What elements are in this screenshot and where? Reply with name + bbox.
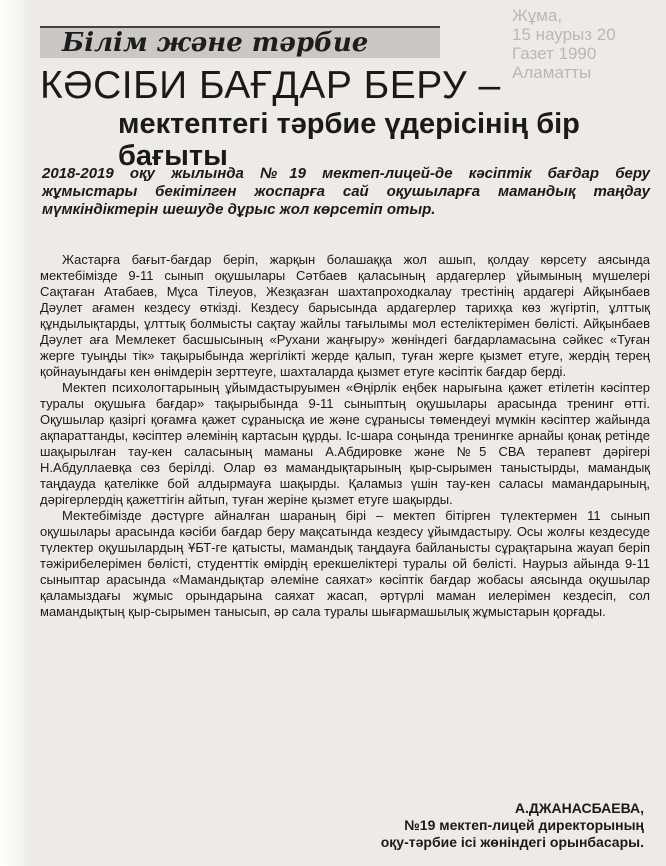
article-lead: 2018-2019 оқу жылында №19 мектеп-лицей-де кәсіптік бағдар беру жұмыстары бекітілген жоспарға сай оқушыларға мамандық таңдау мүмкіндіктерін шешуде дұрыс жол көрсетіп отыр. xyxy=(42,165,650,218)
author-position-line-2: оқу-тәрбие ісі жөніндегі орынбасары. xyxy=(380,834,644,850)
section-rubric xyxy=(40,26,440,58)
paragraph: Жастарға бағыт-бағдар беріп, жарқын болашаққа жол ашып, қолдау көрсету аясында мектебімізде 9-11 сынып оқушылары Сәтбаев қаласының ардагерлер ұйымының мүшелері Сақтаған Атабаев, Мұса Тілеуов, Жезқазған шахтапроходкалау трестінің ардагері Айқынбаев Дәулет ағамен кездесу өткізді. Кездесу барысында ардагерлер тарихқа көз жүгіртіп, ұлттық құндылықтарды, ұлттық болмысты сақтау жайлы тағылымы мол естеліктерімен бөлісті. Айқынбаев Дәулет аға Мемлекет басшысының «Рухани жаңғыру» жөніндегі бағдарламасына сәйкес «Туған жерге туыңды тік» тақырыбында жергілікті жерде қалып, туған жерге қызмет етуге, жердің терең қойнауындағы кен өнімдерін зерттеуге, шахталарда қызмет етуге кәсіптік бағдар берді. xyxy=(40,252,650,379)
rubric-label: Білім және тәрбие xyxy=(62,28,369,58)
article-body xyxy=(40,252,650,620)
paragraph: Мектебімізде дәстүрге айналған шараның бірі – мектеп бітірген түлектермен 11 сынып оқушылары арасында кәсіби бағдар беру мақсатында кездесу ұйымдастыру. Осы жолғы кездесуде түлектер оқушылардың ҰБТ-ге қатысты, мамандық таңдауға байланысты сұрақтарына жауап беріп тәжірибелерімен бөлісті, студенттік өмірдің ерекшеліктері туралы ой бөлісті. Наурыз айында 9-11 сыныптар арасында «Мамандықтар әлеміне саяхат» кәсіптік бағдар жобасы аясында оқушылар қаламыздағы жұмыс орындарына саяхат жасап, әртүрлі маман иелерімен кездесіп, сол мамандықтың қыр-сырымен танысып, әр сала туралы шығармашылық жұмыстарын қорғады. xyxy=(40,508,650,619)
author-signature xyxy=(381,800,644,851)
article-headline: КӘСІБИ БАҒДАР БЕРУ – xyxy=(40,64,501,107)
article-subheadline: мектептегі тәрбие үдерісінің бір бағыты xyxy=(118,108,580,172)
paragraph: Мектеп психологтарының ұйымдастыруымен «Өңірлік еңбек нарығына қажет етілетін кәсіптер туралы оқушыға бағдар» тақырыбында 9-11 сыныптың оқушылары арасында тренинг өтті. Оқушылар қазіргі қоғамға қажет сұранысқа ие және сұранысы төмендеуі мүмкін кәсіптер жайында ақпараттанды, кәсіптер әлемінің картасын құрды. Іс-шара соңында тренингке арнайы қонақ ретінде шақырылған тау-кен саласының маманы А.Абдировке және №5 СВА терапевт дәрігері Н.Абдуллаевқа сөз берілді. Олар өз мамандықтарының қыр-сырымен таныстырды, мамандық таңдауда қателікке бой алдырмауға шақырды. Қаламыз үшін тау-кен саласы мамандарының, дәрігерлердің қажеттігін айтып, туған жеріне қызмет етуге шақырды. xyxy=(40,380,650,507)
author-position-line-1: №19 мектеп-лицей директорының xyxy=(404,817,644,833)
faded-masthead-text: Жұма, 15 наурыз 20 Газет 1990 Аламатты xyxy=(512,6,616,82)
page-edge xyxy=(0,0,30,866)
author-name: А.ДЖАНАСБАЕВА, xyxy=(514,800,644,816)
